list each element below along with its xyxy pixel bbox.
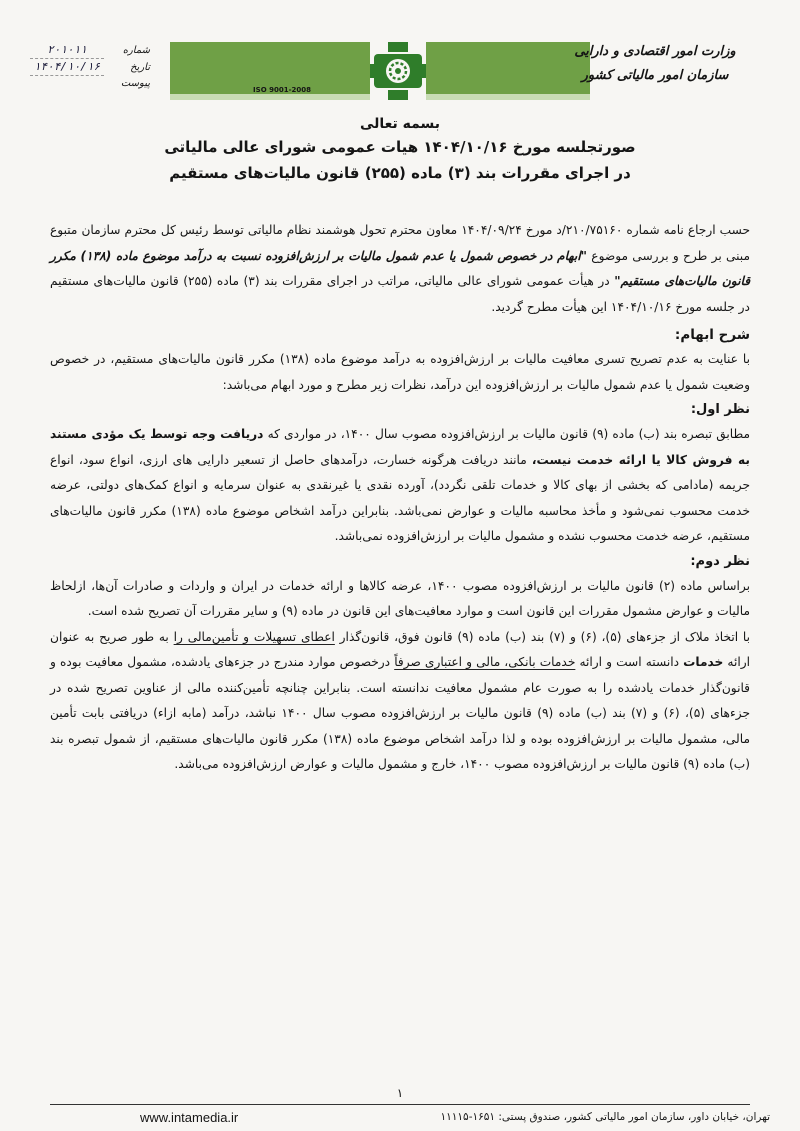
opinion2-text-d: درخصوص موارد مندرج در جزءهای یادشده، مشمول معافیت بوده و قانون‌گذار خدمات یادشده را به صورت عام مشمول معافیت ندانسته است. بنابراین چنانچه تأمین‌کننده مالی از عناوین تصریح شده در جزءهای (۵)، (۶) و (۷) بند (ب) ماده (۹) قانون مالیات بر ارزش‌افزوده مصوب سال ۱۴۰۰ نباشد، درآمد (مابه ازاء) دریافتی بابت تأمین مالی، مشمول مالیات بر ارزش‌افزوده بوده و لذا درآمد اشخاص موضوع ماده (۱۳۸) مکرر قانون مالیات‌های مستقیم، از شمول تبصره بند (ب) ماده (۹) قانون مالیات بر ارزش‌افزوده مصوب ۱۴۰۰، خارج و مشمول مالیات و عوارض ارزش‌افزوده می‌باشد. (50, 655, 750, 771)
date-value: ۱۴۰۴/۱۰/۱۶ (30, 59, 104, 76)
footer-address: تهران، خیابان داور، سازمان امور مالیاتی کشور، صندوق پستی: ۱۶۵۱-۱۱۱۱۵ (440, 1111, 770, 1123)
opinion1-text-1: مطابق تبصره بند (ب) ماده (۹) قانون مالیات بر ارزش‌افزوده مصوب سال ۱۴۰۰، در مواردی که (267, 427, 750, 441)
attachment-label: پیوست (120, 78, 150, 89)
organization-name: سازمان امور مالیاتی کشور (581, 68, 729, 83)
iso-label: ISO 9001-2008 (253, 86, 311, 94)
letter-date-row (30, 59, 150, 76)
opinion1-paragraph (50, 422, 750, 550)
letter-meta (30, 42, 150, 92)
intro-text-1: حسب ارجاع نامه شماره ۲۱۰/۷۵۱۶۰/د مورخ ۱۴۰۴/۰۹/۲۴ معاون محترم تحول هوشمند نظام مالیاتی توسط رئیس کل محترم سازمان متبوع مبنی بر طرح و بررسی موضوع (50, 223, 751, 263)
opinion2-underline-2: خدمات بانکی، مالی و اعتباری صرفاً (394, 655, 576, 669)
attachment-row (30, 76, 150, 92)
opinion1-text-2: مانند دریافت هرگونه خسارت، درآمدهای حاصل از تسعیر دارایی های ارزی، انواع سود، انواع جریمه (مادامی که بخشی از بهای کالا و خدمات تلقی نگردد)، آورده نقدی یا غیرنقدی به عنوان سرمایه و انواع کمک‌های دولتی، عرضه خدمت محسوب نمی‌شود و مأخذ محاسبه مالیات و عوارض نمی‌باشد. بنابراین درآمد اشخاص موضوع ماده (۱۳۸) مکرر قانون مالیات‌های مستقیم، عرضه خدمت محسوب نشده و مشمول مالیات بر ارزش‌افزوده نمی‌باشد. (50, 452, 750, 543)
document-body (50, 218, 750, 778)
intro-paragraph (50, 218, 750, 320)
footer-website-link[interactable]: www.intamedia.ir (140, 1110, 239, 1125)
ministry-name: وزارت امور اقتصادی و دارایی (574, 44, 736, 59)
date-label: تاریخ (130, 62, 150, 73)
title-line-1: صورتجلسه مورخ ۱۴۰۴/۱۰/۱۶ هیات عمومی شورای عالی مالیاتی (164, 138, 636, 156)
intro-subject: "ابهام در خصوص شمول یا عدم شمول مالیات بر ارزش‌افزوده نسبت به درآمد موضوع ماده (۱۳۸) مکرر قانون مالیات‌های مستقیم" (50, 248, 751, 288)
opinion1-heading: نظر اول: (690, 402, 750, 417)
footer-divider (50, 1104, 750, 1105)
ministry-header (570, 40, 740, 88)
letter-number-row (30, 42, 150, 59)
opinion2-bold: خدمات (683, 655, 724, 669)
opinion2-underline-1: اعطای تسهیلات و تأمین‌مالی را (173, 629, 335, 644)
opinion2-text-b: به طور صریح به عنوان ارائه (50, 629, 751, 669)
opinion2-text-c: دانسته است و ارائه (579, 655, 680, 669)
opinion2-text-a: با اتخاذ ملاک از جزءهای (۵)، (۶) و (۷) بند (ب) ماده (۹) قانون فوق، قانون‌گذار (339, 629, 751, 644)
opinion2-paragraph-2 (50, 625, 750, 778)
document-titles (100, 114, 700, 186)
opinion1-emphasis: دریافت وجه توسط یک مؤدی مستند به فروش کالا یا ارائه خدمت نیست، (50, 427, 750, 467)
intro-text-2: در هیأت عمومی شورای عالی مالیاتی، مراتب در اجرای مقررات بند (۳) ماده (۲۵۵) قانون مالیات‌های مستقیم در جلسه مورخ ۱۴۰۴/۱۰/۱۶ این هیأت مطرح گردید. (50, 274, 750, 314)
emblem-icon (370, 40, 426, 102)
basmala: بسمه تعالی (359, 116, 441, 132)
ambiguity-heading: شرح ابهام: (674, 327, 750, 343)
opinion2-heading: نظر دوم: (690, 553, 750, 569)
opinion2-paragraph-1: براساس ماده (۲) قانون مالیات بر ارزش‌افزوده مصوب ۱۴۰۰، عرضه کالاها و ارائه خدمات در ایران و واردات و صادرات آن‌ها، ازلحاظ مالیات و عوارض مشمول مقررات این قانون است و موارد معافیت‌های این قانون در ماده (۹) و سایر مقررات آن تصریح شده است. (50, 578, 750, 618)
ambiguity-paragraph: با عنایت به عدم تصریح تسری معافیت مالیات بر ارزش‌افزوده به درآمد موضوع ماده (۱۳۸) مکرر قانون مالیات‌های مستقیم، در خصوص وضعیت شمول یا عدم شمول مالیات بر ارزش‌افزوده این درآمد، نظرات زیر مطرح و مورد ابهام می‌باشد: (50, 352, 750, 392)
number-value: ۲۰۱۰۱۱ (30, 42, 104, 59)
number-label: شماره (122, 45, 150, 56)
title-line-2: در اجرای مقررات بند (۳) ماده (۲۵۵) قانون مالیات‌های مستقیم (169, 164, 631, 182)
page-number: ۱ (396, 1086, 404, 1100)
